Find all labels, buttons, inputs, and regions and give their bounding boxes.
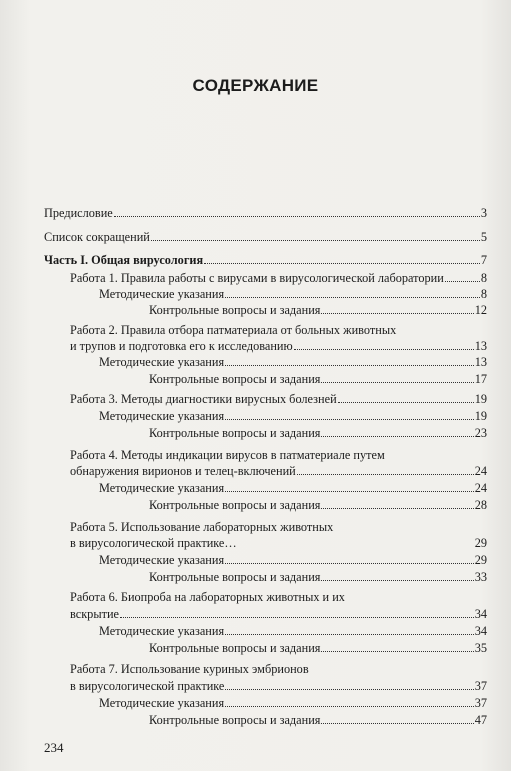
dot-leader — [321, 373, 473, 383]
toc-entry-work-5-methods[interactable] — [99, 553, 487, 567]
toc-entry-work-1-questions[interactable] — [149, 303, 487, 317]
dot-leader — [225, 680, 473, 690]
toc-entry-text: Контрольные вопросы и задания — [149, 303, 321, 317]
toc-page-number: 19 — [474, 409, 487, 423]
dot-leader — [321, 714, 473, 724]
toc-entry-text: Контрольные вопросы и задания — [149, 713, 321, 727]
dot-leader — [225, 554, 474, 564]
toc-entry-text: Работа 3. Методы диагностики вирусных болезней — [70, 392, 337, 406]
toc-entry-text: Методические указания — [99, 696, 225, 710]
toc-page-number: 29 — [474, 553, 487, 567]
toc-page-number: 29 — [474, 536, 487, 550]
toc-entry-work-7-line-1[interactable]: Работа 7. Использование куриных эмбрионов — [70, 662, 309, 676]
toc-entry-text: в вирусологической практике — [70, 679, 225, 693]
toc-page-number: 3 — [480, 206, 487, 220]
toc-page-number: 34 — [474, 624, 487, 638]
toc-entry-work-5-line-1[interactable]: Работа 5. Использование лабораторных животных — [70, 520, 334, 534]
toc-page-number: 33 — [474, 570, 487, 584]
dot-leader — [225, 482, 474, 492]
toc-entry-text: Контрольные вопросы и задания — [149, 641, 321, 655]
toc-page-number: 24 — [474, 464, 487, 478]
dot-leader — [294, 340, 474, 350]
toc-entry-text: Методические указания — [99, 287, 225, 301]
toc-entry-text: вскрытие — [70, 607, 119, 621]
toc-entry-text: Контрольные вопросы и задания — [149, 498, 321, 512]
dot-leader — [321, 571, 473, 581]
dot-leader — [151, 231, 480, 241]
toc-entry-work-2-line-1[interactable]: Работа 2. Правила отбора патматериала от больных животных — [70, 323, 397, 337]
toc-entry-work-2-questions[interactable] — [149, 372, 487, 386]
toc-entry-preface[interactable] — [44, 206, 487, 220]
toc-entry-text: в вирусологической практике… — [70, 536, 237, 550]
toc-entry-work-7-questions[interactable] — [149, 713, 487, 727]
toc-entry-text: Методические указания — [99, 355, 225, 369]
toc-page-number: 35 — [474, 641, 487, 655]
toc-page-number: 17 — [474, 372, 487, 386]
toc-entry-part-1[interactable] — [44, 253, 487, 267]
toc-entry-work-7[interactable] — [70, 679, 487, 693]
toc-entry-text: Методические указания — [99, 624, 225, 638]
toc-entry-text: Методические указания — [99, 553, 225, 567]
toc-entry-text: Часть I. Общая вирусология — [44, 253, 204, 267]
toc-page-number: 47 — [474, 713, 487, 727]
toc-page-number: 7 — [480, 253, 487, 267]
toc-entry-work-2[interactable] — [70, 339, 487, 353]
toc-entry-text: Методические указания — [99, 409, 225, 423]
toc-entry-work-6-methods[interactable] — [99, 624, 487, 638]
toc-page-number: 37 — [474, 679, 487, 693]
dot-leader — [225, 410, 474, 420]
toc-entry-work-6[interactable] — [70, 607, 487, 621]
page-number: 234 — [44, 740, 64, 755]
toc-entry-work-5-questions[interactable] — [149, 570, 487, 584]
toc-page-number: 13 — [474, 339, 487, 353]
toc-entry-work-4-methods[interactable] — [99, 481, 487, 495]
dot-leader — [225, 625, 474, 635]
page-title: СОДЕРЖАНИЕ — [192, 76, 319, 95]
dot-leader — [321, 304, 473, 314]
dot-leader — [114, 207, 480, 217]
toc-entry-work-6-questions[interactable] — [149, 641, 487, 655]
toc-page-number: 19 — [474, 392, 487, 406]
toc-entry-work-7-methods[interactable] — [99, 696, 487, 710]
dot-leader — [321, 499, 473, 509]
toc-entry-text: Контрольные вопросы и задания — [149, 426, 321, 440]
toc-page-number: 8 — [480, 287, 487, 301]
dot-leader — [338, 393, 474, 403]
toc-page-number: 28 — [474, 498, 487, 512]
toc-page-number: 24 — [474, 481, 487, 495]
toc-entry-work-6-line-1[interactable]: Работа 6. Биопроба на лабораторных животных и их — [70, 590, 345, 604]
toc-entry-work-3-questions[interactable] — [149, 426, 487, 440]
toc-entry-text: и трупов и подготовка его к исследованию — [70, 339, 293, 353]
toc-entry-text: Список сокращений — [44, 230, 150, 244]
dot-leader — [297, 465, 474, 475]
toc-entry-text: Методические указания — [99, 481, 225, 495]
toc-entry-text: Контрольные вопросы и задания — [149, 570, 321, 584]
toc-entry-work-4-line-1[interactable]: Работа 4. Методы индикации вирусов в патматериале путем — [70, 448, 385, 462]
toc-entry-text: Контрольные вопросы и задания — [149, 372, 321, 386]
toc-page-number: 12 — [474, 303, 487, 317]
dot-leader — [445, 272, 480, 282]
toc-entry-abbreviations[interactable] — [44, 230, 487, 244]
toc-entry-work-3[interactable] — [70, 392, 487, 406]
dot-leader — [225, 288, 480, 298]
dot-leader — [225, 356, 474, 366]
toc-page-number: 34 — [474, 607, 487, 621]
dot-leader — [321, 642, 473, 652]
toc-page-number: 5 — [480, 230, 487, 244]
toc-page-number: 8 — [480, 271, 487, 285]
dot-leader — [321, 427, 473, 437]
toc-entry-work-4-questions[interactable] — [149, 498, 487, 512]
toc-entry-text: Предисловие — [44, 206, 113, 220]
toc-entry-work-1-methods[interactable] — [99, 287, 487, 301]
toc-page-number: 23 — [474, 426, 487, 440]
toc-entry-work-3-methods[interactable] — [99, 409, 487, 423]
toc-entry-work-5[interactable] — [70, 536, 487, 550]
dot-leader — [238, 537, 474, 547]
dot-leader — [225, 697, 474, 707]
toc-page-number: 13 — [474, 355, 487, 369]
toc-entry-work-1[interactable] — [70, 271, 487, 285]
dot-leader — [204, 254, 480, 264]
toc-entry-work-2-methods[interactable] — [99, 355, 487, 369]
toc-entry-work-4[interactable] — [70, 464, 487, 478]
toc-entry-text: Работа 1. Правила работы с вирусами в вирусологической лаборатории — [70, 271, 444, 285]
dot-leader — [120, 608, 474, 618]
toc-page-number: 37 — [474, 696, 487, 710]
toc-entry-text: обнаружения вирионов и телец-включений — [70, 464, 296, 478]
